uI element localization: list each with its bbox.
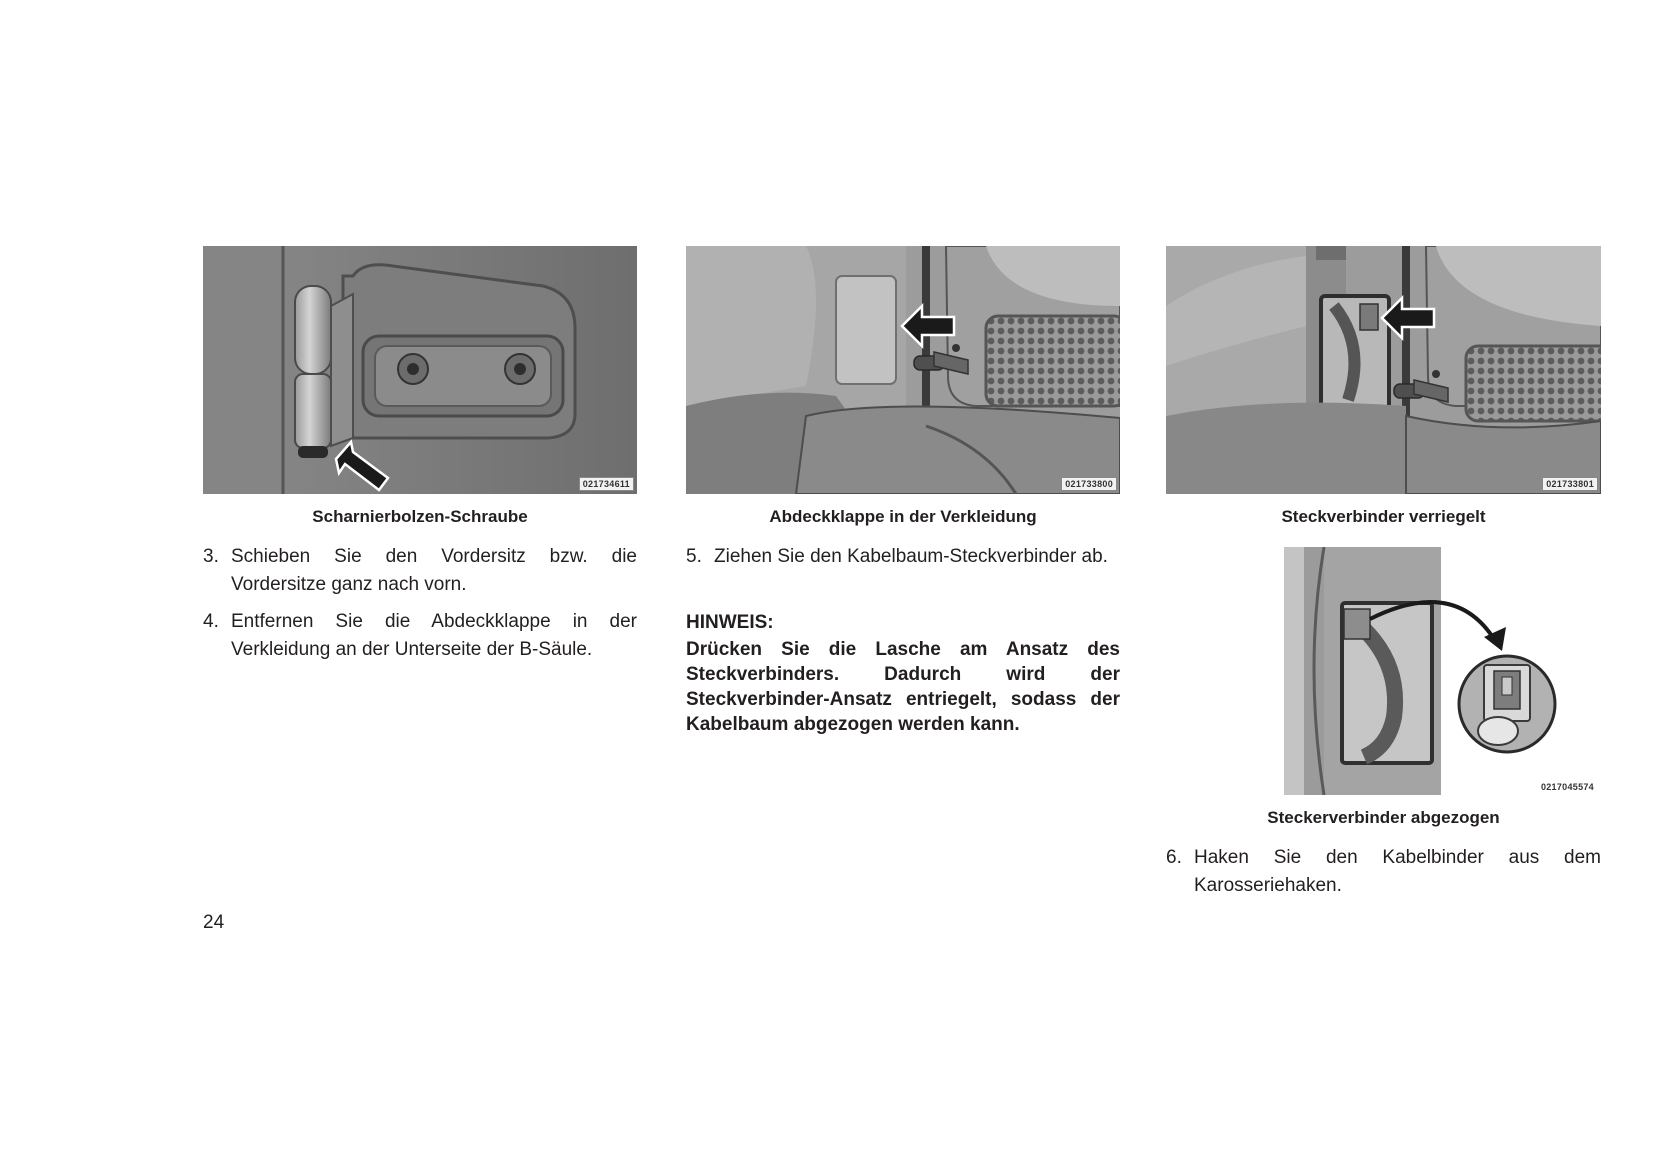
figure-caption: Steckerverbinder abgezogen <box>1267 808 1500 827</box>
figure-cover-flap <box>686 246 1120 494</box>
step-6 <box>1166 844 1601 900</box>
figure-code: 021733800 <box>1061 477 1117 491</box>
hinge-illustration <box>203 246 637 494</box>
connector-locked-illustration <box>1166 246 1601 494</box>
figure-caption: Steckverbinder verriegelt <box>1281 507 1486 526</box>
step-text: Schieben Sie den Vordersitz bzw. die Vordersitze ganz nach vorn. <box>231 546 637 595</box>
step-3 <box>203 543 637 599</box>
step-5 <box>686 543 1120 571</box>
step-number: 3. <box>203 546 219 567</box>
page-number: 24 <box>203 912 225 933</box>
figure-connector-locked <box>1166 246 1601 494</box>
figure-hinge-bolt <box>203 246 637 494</box>
figure-caption: Scharnierbolzen-Schraube <box>312 507 528 526</box>
step-number: 5. <box>686 546 702 567</box>
step-number: 4. <box>203 611 219 632</box>
connector-unplugged-illustration <box>1284 547 1599 795</box>
step-4 <box>203 608 637 664</box>
note-heading: HINWEIS: <box>686 612 774 633</box>
note-text: Drücken Sie die Lasche am Ansatz des Steckverbinders. Dadurch wird der Steckverbinder-Ansatz entriegelt, sodass der Kabelbaum abgezogen werden kann. <box>686 639 1120 735</box>
figure-caption: Abdeckklappe in der Verkleidung <box>769 507 1037 526</box>
figure-code: 021733801 <box>1542 477 1598 491</box>
step-text: Ziehen Sie den Kabelbaum-Steckverbinder ab. <box>714 546 1108 567</box>
step-number: 6. <box>1166 847 1182 868</box>
step-text: Haken Sie den Kabelbinder aus dem Karosseriehaken. <box>1194 847 1601 896</box>
figure-connector-unplugged <box>1284 547 1599 795</box>
step-text: Entfernen Sie die Abdeckklappe in der Verkleidung an der Unterseite der B-Säule. <box>231 611 637 660</box>
figure-code: 021734611 <box>579 477 634 491</box>
figure-code: 0217045574 <box>1540 782 1594 792</box>
cover-flap-illustration <box>686 246 1120 494</box>
